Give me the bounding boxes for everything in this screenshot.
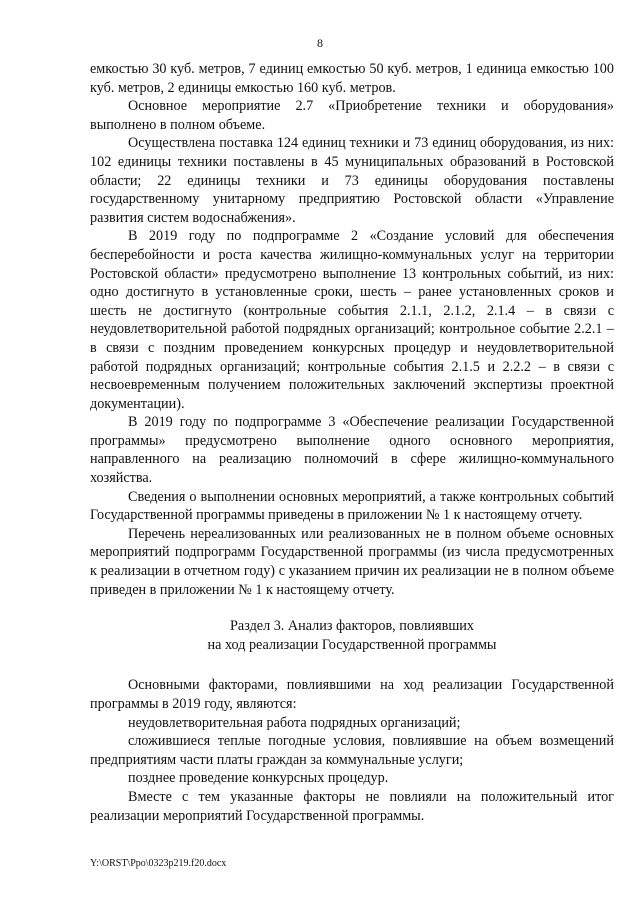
list-item: неудовлетворительная работа подрядных организаций; <box>128 714 461 731</box>
paragraph: Основными факторами, повлиявшими на ход реализации Государственной программы в 2019 году, являются: <box>90 677 614 712</box>
section-heading <box>90 617 614 654</box>
section-heading-line: Раздел 3. Анализ факторов, повлиявших <box>230 618 474 635</box>
document-body <box>90 60 614 825</box>
footer-file-path: Y:\ORST\Ppo\0323p219.f20.docx <box>90 858 227 869</box>
section-heading-line: на ход реализации Государственной программы <box>207 636 497 653</box>
page-number: 8 <box>317 36 323 50</box>
paragraph: Перечень нереализованных или реализованных не в полном объеме основных мероприятий подпрограмм Государственной программы (из числа предусмотренных к реализации в отчетном году) с указанием причин их реализации не в полном объеме приведен в приложении № 1 к настоящему отчету. <box>90 525 614 598</box>
paragraph: В 2019 году по подпрограмме 3 «Обеспечение реализации Государственной программы» предусмотрено выполнение одного основного мероприятия, направленного на реализацию полномочий в сфере жилищно-коммунального хозяйства. <box>90 414 614 487</box>
paragraph: емкостью 30 куб. метров, 7 единиц емкостью 50 куб. метров, 1 единица емкостью 100 куб. метров, 2 единицы емкостью 160 куб. метров. <box>90 61 614 96</box>
paragraph: В 2019 году по подпрограмме 2 «Создание условий для обеспечения бесперебойности и роста качества жилищно-коммунальных услуг на территории Ростовской области» предусмотрено выполнение 13 контрольных событий, из них: одно достигнуто в установленные сроки, шесть – ранее установленных сроков и шесть не достигнуто (контрольные события 2.1.1, 2.1.2, 2.1.4 – в связи с неудовлетворительной работой подрядных организаций; контрольное событие 2.2.1 – в связи с поздним проведением конкурсных процедур и неудовлетворительной работой подрядных организаций; контрольные события 2.1.5 и 2.2.2 – в связи с несвоевременным получением положительных заключений экспертизы проектной документации). <box>90 228 614 412</box>
paragraph: Основное мероприятие 2.7 «Приобретение техники и оборудования» выполнено в полном объеме. <box>90 98 614 133</box>
paragraph: Вместе с тем указанные факторы не повлияли на положительный итог реализации мероприятий Государственной программы. <box>90 788 614 824</box>
list-item: сложившиеся теплые погодные условия, повлиявшие на объем возмещений предприятиям части платы граждан за коммунальные услуги; <box>90 733 614 768</box>
paragraph: Осуществлена поставка 124 единиц техники и 73 единиц оборудования, из них: 102 единицы техники поставлены в 45 муниципальных образований в Ростовской области; 22 единицы техники и 73 единицы оборудования поставлены государственному унитарному предприятию Ростовской области «Управление развития систем водоснабжения». <box>90 135 614 226</box>
list-item: позднее проведение конкурсных процедур. <box>128 770 389 787</box>
paragraph: Сведения о выполнении основных мероприятий, а также контрольных событий Государственной программы приведены в приложении № 1 к настоящему отчету. <box>90 488 614 524</box>
